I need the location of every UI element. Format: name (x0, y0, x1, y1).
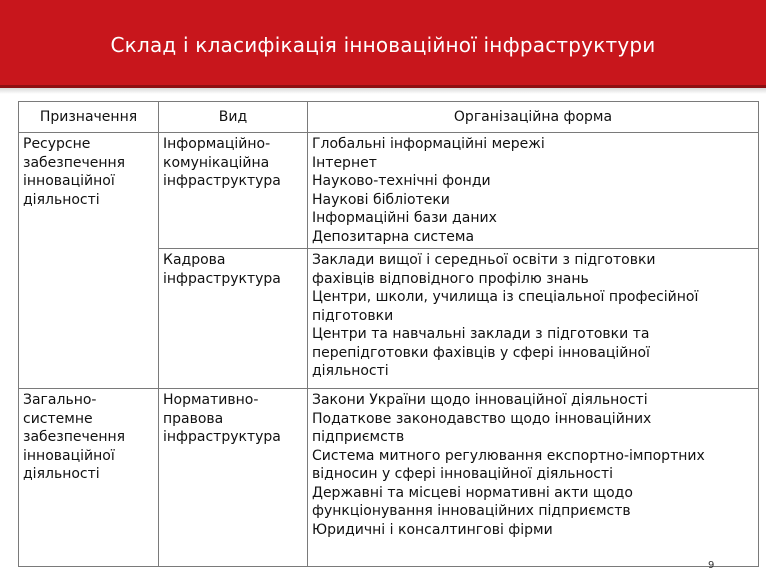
form-cell-personnel (308, 249, 759, 389)
infrastructure-table (18, 101, 759, 567)
cell-line: Кадрова (163, 252, 226, 268)
cell-line: Державні та місцеві нормативні акти щодо (312, 484, 633, 501)
cell-line: Загально- (23, 392, 97, 408)
header-form: Організаційна форма (308, 102, 759, 133)
cell-line: Закони України щодо інноваційної діяльності (312, 392, 648, 408)
cell-line: Система митного регулювання експортно-імпортних (312, 447, 705, 464)
cell-line: Податкове законодавство щодо інноваційних (312, 410, 652, 427)
type-cell-personnel (159, 249, 308, 389)
cell-line: інфраструктура (163, 429, 281, 445)
cell-line: перепідготовки фахівців у сфері інноваційної (312, 344, 650, 361)
cell-line: діяльності (312, 363, 389, 379)
type-cell-legal (159, 389, 308, 567)
cell-line: відносин у сфері інноваційної діяльності (312, 466, 613, 482)
header-row (19, 102, 759, 133)
cell-line: діяльності (23, 191, 100, 208)
cell-line: підготовки (312, 307, 394, 324)
cell-line: комунікаційна (163, 154, 270, 171)
type-cell-information (159, 133, 308, 249)
header-type: Вид (159, 102, 308, 133)
cell-line: Науково-технічні фонди (312, 173, 491, 189)
title-banner (0, 0, 766, 88)
cell-line: Нормативно- (163, 392, 259, 408)
cell-line: Ресурсне (23, 136, 91, 152)
cell-line: забезпечення (23, 154, 126, 171)
form-cell-information (308, 133, 759, 249)
cell-line: функціонування інноваційних підприємств (312, 503, 631, 519)
slide-title: Склад і класифікація інноваційної інфраструктури (110, 33, 656, 57)
cell-line: діяльності (23, 466, 100, 482)
header-purpose: Призначення (19, 102, 159, 133)
cell-line: Інформаційно- (163, 136, 271, 152)
cell-line: правова (163, 410, 224, 427)
table-row (19, 133, 759, 249)
cell-line: інфраструктура (163, 270, 281, 287)
form-cell-legal (308, 389, 759, 567)
cell-line: забезпечення (23, 429, 126, 445)
banner-shadow (0, 88, 766, 94)
cell-line: інноваційної (23, 447, 115, 464)
cell-line: підприємств (312, 429, 405, 445)
cell-line: Депозитарна система (312, 228, 475, 245)
cell-line: Наукові бібліотеки (312, 191, 450, 208)
cell-line: інфраструктура (163, 173, 281, 189)
table-row (19, 389, 759, 567)
purpose-cell-systemic (19, 389, 159, 567)
page-number: 9 (708, 560, 715, 571)
purpose-cell-resource (19, 133, 159, 389)
cell-line: Глобальні інформаційні мережі (312, 136, 545, 152)
cell-line: системне (23, 410, 93, 427)
cell-line: Центри, школи, училища із спеціальної професійної (312, 289, 699, 305)
cell-line: Інтернет (312, 154, 377, 171)
cell-line: інноваційної (23, 173, 115, 189)
cell-line: Заклади вищої і середньої освіти з підготовки (312, 252, 656, 268)
cell-line: Центри та навчальні заклади з підготовки та (312, 326, 650, 342)
cell-line: Юридичні і консалтингові фірми (312, 521, 553, 538)
cell-line: Інформаційні бази даних (312, 210, 497, 226)
cell-line: фахівців відповідного профілю знань (312, 270, 589, 287)
